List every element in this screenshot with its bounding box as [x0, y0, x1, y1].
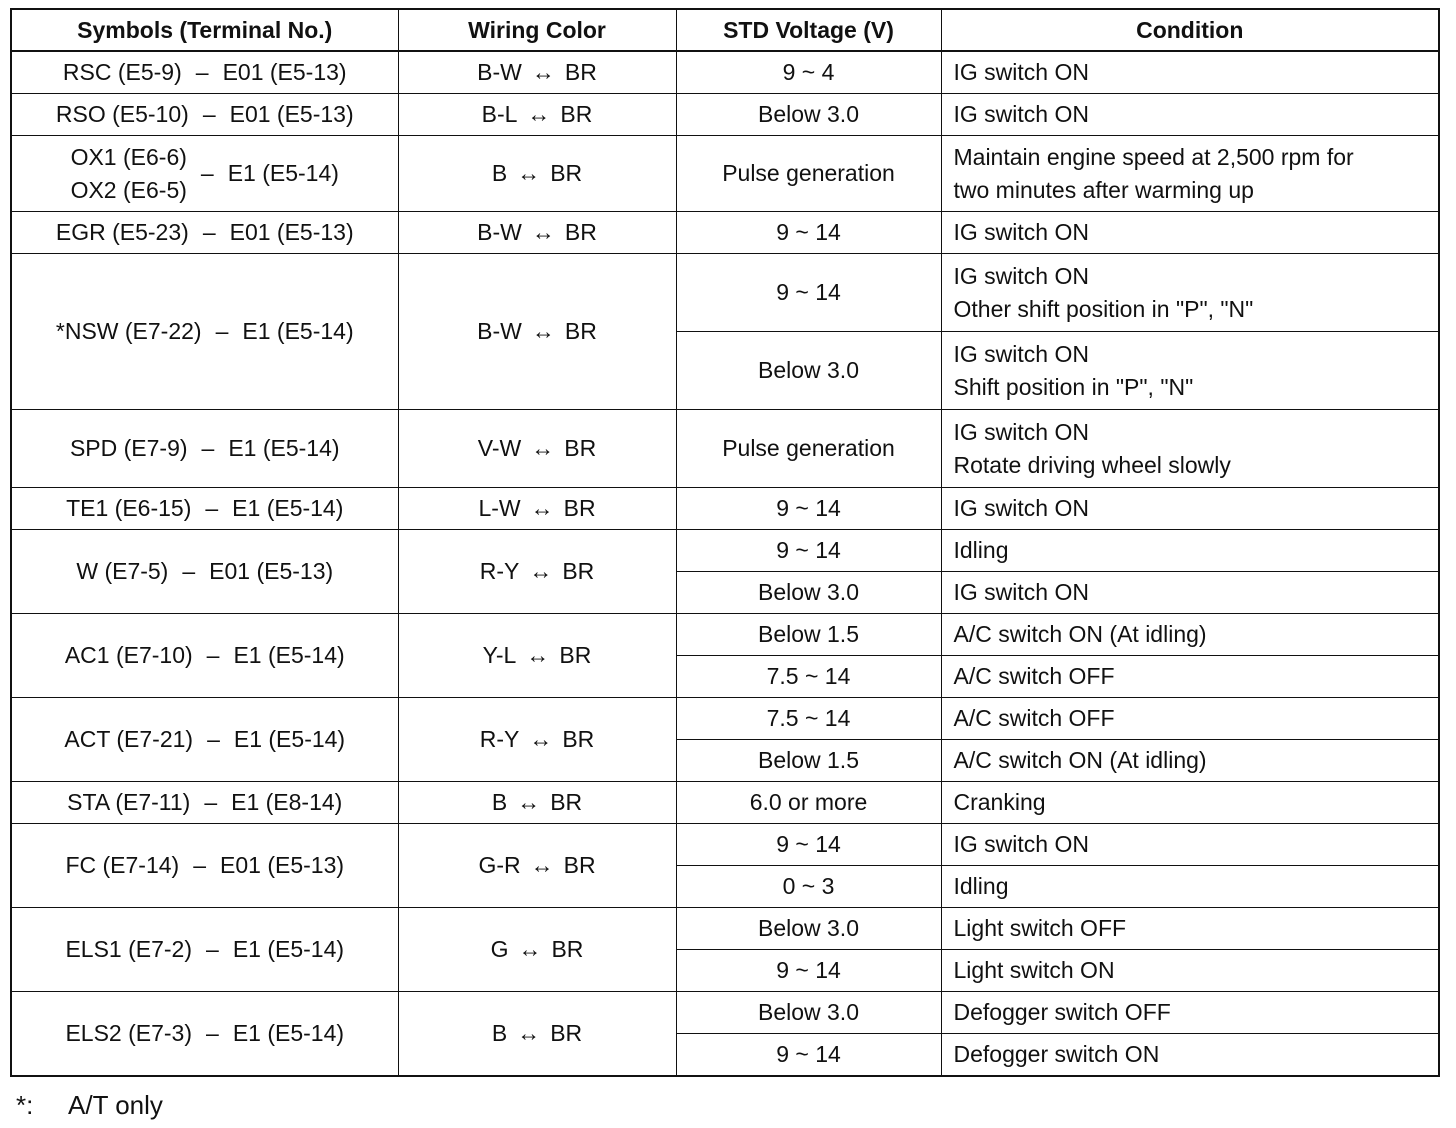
- condition-text: Defogger switch ON: [953, 1041, 1160, 1067]
- table-row: [11, 136, 1439, 212]
- std-voltage-cell: 9 ~ 14: [676, 950, 941, 992]
- wiring-color-cell: [398, 908, 676, 992]
- table-row: [11, 410, 1439, 488]
- table-row: [11, 530, 1439, 572]
- std-voltage-cell: 7.5 ~ 14: [676, 656, 941, 698]
- wiring-color-cell: [398, 212, 676, 254]
- ground-terminal: E01 (E5-13): [229, 219, 354, 245]
- dash-separator: –: [182, 558, 196, 584]
- ground-terminal: E01 (E5-13): [220, 852, 345, 878]
- terminal-pair: [18, 216, 392, 249]
- condition-text: A/C switch ON (At idling): [953, 747, 1207, 773]
- condition-text: Cranking: [953, 789, 1046, 815]
- condition-cell: [941, 782, 1439, 824]
- condition-text: IG switch ON: [953, 831, 1089, 857]
- wiring-color-cell: [398, 488, 676, 530]
- ground-terminal: E1 (E5-14): [233, 642, 345, 668]
- dash-separator: –: [202, 219, 216, 245]
- ground-wire-color: BR: [564, 318, 597, 344]
- ground-terminal: E01 (E5-13): [222, 59, 347, 85]
- terminal-symbols-cell: [11, 94, 398, 136]
- std-voltage-cell: Below 3.0: [676, 332, 941, 410]
- terminal-symbols-cell: [11, 136, 398, 212]
- wire-color: Y-L: [482, 642, 517, 668]
- terminal-pair: [18, 786, 392, 819]
- wiring-color-cell: [398, 992, 676, 1077]
- condition-cell: [941, 950, 1439, 992]
- table-row: [11, 212, 1439, 254]
- terminal-symbols-cell: [11, 488, 398, 530]
- condition-text: IG switch ON: [953, 340, 1089, 367]
- footnote: [16, 1090, 163, 1121]
- wire-color: B-W: [477, 318, 522, 344]
- double-arrow-icon: ↔: [529, 726, 553, 752]
- wiring-color-cell: [398, 51, 676, 94]
- ground-wire-color: BR: [563, 495, 596, 521]
- wiring-color-cell: [398, 94, 676, 136]
- std-voltage-cell: Below 3.0: [676, 572, 941, 614]
- std-voltage-cell: Below 1.5: [676, 740, 941, 782]
- condition-cell: [941, 136, 1439, 212]
- wire-color: R-Y: [479, 726, 520, 752]
- double-arrow-icon: ↔: [531, 59, 555, 85]
- condition-cell: [941, 332, 1439, 410]
- dash-separator: –: [201, 435, 215, 461]
- wiring-color-cell: [398, 614, 676, 698]
- header-std-voltage: STD Voltage (V): [676, 9, 941, 51]
- table-row: [11, 94, 1439, 136]
- terminal-pair: [18, 639, 392, 672]
- std-voltage-cell: Pulse generation: [676, 410, 941, 488]
- terminal-pair: [18, 933, 392, 966]
- table-body: [11, 51, 1439, 1076]
- ground-terminal: E1 (E8-14): [231, 789, 343, 815]
- double-arrow-icon: ↔: [527, 101, 551, 127]
- terminal-symbol: STA (E7-11): [67, 789, 191, 815]
- double-arrow-icon: ↔: [529, 558, 553, 584]
- wire-color: G: [490, 936, 509, 962]
- std-voltage-cell: Below 3.0: [676, 94, 941, 136]
- std-voltage-cell: 9 ~ 14: [676, 488, 941, 530]
- condition-cell: [941, 51, 1439, 94]
- terminal-pair: [18, 56, 392, 89]
- ground-wire-color: BR: [564, 435, 597, 461]
- wiring-color-cell: [398, 698, 676, 782]
- std-voltage-cell: Below 3.0: [676, 908, 941, 950]
- condition-cell: [941, 410, 1439, 488]
- table-row: [11, 698, 1439, 740]
- dash-separator: –: [206, 936, 219, 962]
- std-voltage-cell: 9 ~ 14: [676, 1034, 941, 1077]
- ground-wire-color: BR: [564, 59, 597, 85]
- table-row: [11, 824, 1439, 866]
- terminal-voltage-table: [10, 8, 1440, 1077]
- double-arrow-icon: ↔: [517, 1020, 541, 1046]
- terminal-symbol: AC1 (E7-10): [64, 642, 193, 668]
- dash-separator: –: [206, 1020, 219, 1046]
- footnote-text: A/T only: [68, 1090, 163, 1120]
- condition-cell: [941, 740, 1439, 782]
- table-row: [11, 614, 1439, 656]
- condition-text: A/C switch OFF: [953, 705, 1115, 731]
- wiring-color-cell: [398, 530, 676, 614]
- wiring-color-cell: [398, 782, 676, 824]
- ground-terminal: E01 (E5-13): [209, 558, 334, 584]
- condition-text: Other shift position in "P", "N": [953, 295, 1254, 322]
- dash-separator: –: [202, 101, 216, 127]
- terminal-symbol: OX2 (E6-5): [70, 176, 187, 203]
- ground-terminal: E01 (E5-13): [229, 101, 354, 127]
- condition-cell: [941, 866, 1439, 908]
- table-row: [11, 908, 1439, 950]
- wire-color: L-W: [478, 495, 521, 521]
- footnote-mark: *:: [16, 1090, 34, 1120]
- condition-cell: [941, 212, 1439, 254]
- double-arrow-icon: ↔: [531, 435, 555, 461]
- header-symbols: Symbols (Terminal No.): [11, 9, 398, 51]
- condition-cell: [941, 656, 1439, 698]
- dash-separator: –: [205, 495, 219, 521]
- ground-terminal: E1 (E5-14): [233, 726, 346, 752]
- terminal-symbol: OX1 (E6-6): [70, 143, 187, 170]
- terminal-symbol: ACT (E7-21): [64, 726, 194, 752]
- double-arrow-icon: ↔: [526, 642, 550, 668]
- table-row: [11, 992, 1439, 1034]
- condition-cell: [941, 572, 1439, 614]
- terminal-symbols-cell: [11, 614, 398, 698]
- condition-cell: [941, 254, 1439, 332]
- wire-color: B: [491, 160, 508, 186]
- condition-text: IG switch ON: [953, 59, 1089, 85]
- terminal-symbols-cell: [11, 698, 398, 782]
- std-voltage-cell: 6.0 or more: [676, 782, 941, 824]
- condition-text: IG switch ON: [953, 495, 1089, 521]
- std-voltage-cell: Pulse generation: [676, 136, 941, 212]
- wiring-color-cell: [398, 824, 676, 908]
- condition-text: Idling: [953, 873, 1009, 899]
- terminal-symbol: SPD (E7-9): [69, 435, 188, 461]
- condition-text: Defogger switch OFF: [953, 999, 1171, 1025]
- double-arrow-icon: ↔: [530, 852, 554, 878]
- terminal-symbols-cell: [11, 410, 398, 488]
- terminal-symbols-cell: [11, 782, 398, 824]
- terminal-symbols-cell: [11, 992, 398, 1077]
- ground-terminal: E1 (E5-14): [232, 936, 345, 962]
- condition-cell: [941, 1034, 1439, 1077]
- terminal-symbols-cell: [11, 212, 398, 254]
- ground-wire-color: BR: [564, 219, 597, 245]
- condition-text: Light switch ON: [953, 957, 1115, 983]
- wire-color: B-W: [477, 59, 522, 85]
- header-wiring-color: Wiring Color: [398, 9, 676, 51]
- terminal-pair: [18, 315, 392, 348]
- condition-text: Idling: [953, 537, 1009, 563]
- condition-text: A/C switch OFF: [953, 663, 1115, 689]
- condition-cell: [941, 992, 1439, 1034]
- ground-terminal: E1 (E5-14): [232, 1020, 345, 1046]
- dash-separator: –: [206, 642, 220, 668]
- terminal-pair: [18, 849, 392, 882]
- wire-color: G-R: [478, 852, 521, 878]
- std-voltage-cell: 9 ~ 14: [676, 824, 941, 866]
- wiring-color-cell: [398, 254, 676, 410]
- condition-text: Light switch OFF: [953, 915, 1127, 941]
- terminal-pair: [18, 555, 392, 588]
- terminal-symbol: RSC (E5-9): [62, 59, 182, 85]
- std-voltage-cell: 9 ~ 14: [676, 530, 941, 572]
- condition-cell: [941, 614, 1439, 656]
- terminal-symbol: RSO (E5-10): [55, 101, 189, 127]
- terminal-pair: [18, 432, 392, 465]
- ground-wire-color: BR: [560, 101, 593, 127]
- terminal-symbols-cell: [11, 530, 398, 614]
- condition-cell: [941, 94, 1439, 136]
- condition-text: IG switch ON: [953, 262, 1089, 289]
- condition-text: IG switch ON: [953, 579, 1089, 605]
- table-row: [11, 254, 1439, 332]
- double-arrow-icon: ↔: [517, 160, 541, 186]
- terminal-symbol: *NSW (E7-22): [55, 318, 202, 344]
- terminal-symbol: TE1 (E6-15): [66, 495, 192, 521]
- header-condition: Condition: [941, 9, 1439, 51]
- condition-text: two minutes after warming up: [953, 176, 1254, 203]
- ground-wire-color: BR: [563, 852, 596, 878]
- terminal-pair: [18, 723, 392, 756]
- terminal-voltage-table-container: [10, 8, 1438, 1077]
- condition-text: IG switch ON: [953, 418, 1089, 445]
- ground-wire-color: BR: [550, 160, 583, 186]
- ground-wire-color: BR: [551, 936, 584, 962]
- terminal-pair: [18, 98, 392, 131]
- wire-color: B: [491, 1020, 508, 1046]
- wire-color: B-L: [481, 101, 518, 127]
- condition-text: IG switch ON: [953, 219, 1089, 245]
- terminal-pair: [71, 141, 339, 207]
- table-row: [11, 782, 1439, 824]
- ground-terminal: E1 (E5-14): [228, 435, 340, 461]
- wire-color: B-W: [477, 219, 522, 245]
- terminal-symbol: EGR (E5-23): [55, 219, 189, 245]
- terminal-pair: [18, 1017, 392, 1050]
- ground-wire-color: BR: [559, 642, 592, 668]
- dash-separator: –: [215, 318, 229, 344]
- std-voltage-cell: 9 ~ 14: [676, 254, 941, 332]
- wire-color: V-W: [477, 435, 522, 461]
- condition-text: IG switch ON: [953, 101, 1089, 127]
- condition-text: Shift position in "P", "N": [953, 373, 1194, 400]
- double-arrow-icon: ↔: [530, 495, 554, 521]
- terminal-symbol: ELS1 (E7-2): [65, 936, 193, 962]
- terminal-symbols-cell: [11, 824, 398, 908]
- wire-color: R-Y: [479, 558, 520, 584]
- ground-wire-color: BR: [550, 1020, 583, 1046]
- table-row: [11, 51, 1439, 94]
- wiring-color-cell: [398, 136, 676, 212]
- ground-terminal: E1 (E5-14): [232, 495, 344, 521]
- ground-wire-color: BR: [562, 726, 595, 752]
- terminal-pair: [18, 492, 392, 525]
- dash-separator: –: [195, 59, 209, 85]
- std-voltage-cell: Below 3.0: [676, 992, 941, 1034]
- std-voltage-cell: 0 ~ 3: [676, 866, 941, 908]
- dash-separator: –: [207, 726, 220, 752]
- terminal-symbols-cell: [11, 254, 398, 410]
- condition-cell: [941, 488, 1439, 530]
- double-arrow-icon: ↔: [517, 789, 541, 815]
- wiring-color-cell: [398, 410, 676, 488]
- double-arrow-icon: ↔: [531, 318, 555, 344]
- dash-separator: –: [200, 160, 214, 186]
- ground-terminal: E1 (E5-14): [227, 160, 339, 186]
- terminal-symbol-group: [71, 141, 187, 207]
- condition-cell: [941, 698, 1439, 740]
- double-arrow-icon: ↔: [518, 936, 542, 962]
- condition-cell: [941, 530, 1439, 572]
- terminal-symbol: ELS2 (E7-3): [65, 1020, 193, 1046]
- ground-wire-color: BR: [562, 558, 595, 584]
- ground-terminal: E1 (E5-14): [242, 318, 354, 344]
- ground-wire-color: BR: [550, 789, 583, 815]
- double-arrow-icon: ↔: [531, 219, 555, 245]
- condition-text: Maintain engine speed at 2,500 rpm for: [953, 143, 1354, 170]
- std-voltage-cell: Below 1.5: [676, 614, 941, 656]
- table-row: [11, 488, 1439, 530]
- condition-text: Rotate driving wheel slowly: [953, 451, 1231, 478]
- condition-cell: [941, 908, 1439, 950]
- std-voltage-cell: 7.5 ~ 14: [676, 698, 941, 740]
- std-voltage-cell: 9 ~ 14: [676, 212, 941, 254]
- dash-separator: –: [193, 852, 207, 878]
- terminal-symbol: W (E7-5): [76, 558, 169, 584]
- condition-cell: [941, 824, 1439, 866]
- table-header-row: [11, 9, 1439, 51]
- std-voltage-cell: 9 ~ 4: [676, 51, 941, 94]
- terminal-symbols-cell: [11, 908, 398, 992]
- wire-color: B: [491, 789, 508, 815]
- terminal-symbols-cell: [11, 51, 398, 94]
- terminal-symbol: FC (E7-14): [65, 852, 180, 878]
- dash-separator: –: [204, 789, 218, 815]
- condition-text: A/C switch ON (At idling): [953, 621, 1207, 647]
